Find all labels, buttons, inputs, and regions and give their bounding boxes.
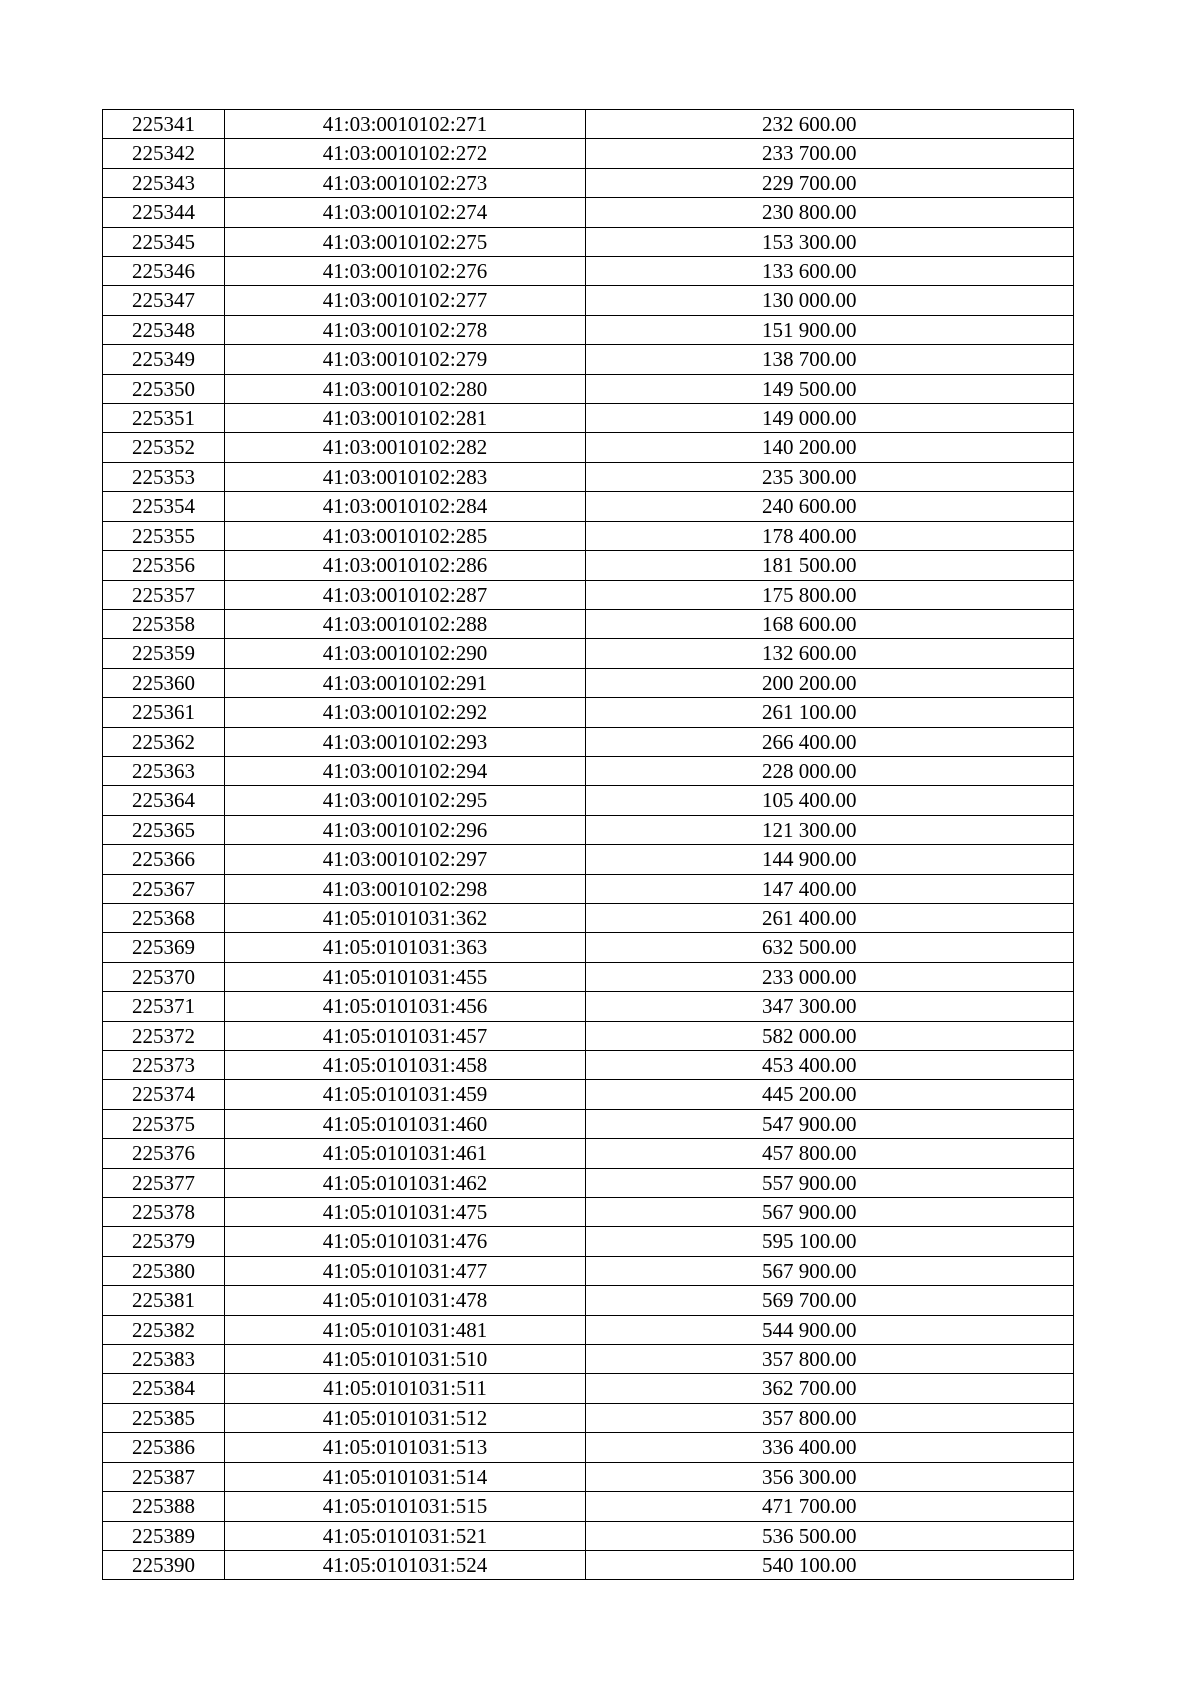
table-row <box>103 1109 1074 1138</box>
cadastral-value-cell: 547 900.00 <box>586 1109 1074 1138</box>
table-row <box>103 874 1074 903</box>
cadastral-value-cell: 540 100.00 <box>586 1550 1074 1579</box>
row-number-cell: 225366 <box>103 845 225 874</box>
cadastral-number-cell: 41:03:0010102:276 <box>225 257 586 286</box>
row-number-cell: 225373 <box>103 1051 225 1080</box>
cadastral-value-cell: 445 200.00 <box>586 1080 1074 1109</box>
cadastral-value-cell: 357 800.00 <box>586 1403 1074 1432</box>
cadastral-number-cell: 41:03:0010102:277 <box>225 286 586 315</box>
cadastral-number-cell: 41:05:0101031:362 <box>225 903 586 932</box>
table-row <box>103 286 1074 315</box>
cadastral-value-cell: 536 500.00 <box>586 1521 1074 1550</box>
table-row <box>103 727 1074 756</box>
cadastral-value-cell: 144 900.00 <box>586 845 1074 874</box>
table-row <box>103 1521 1074 1550</box>
row-number-cell: 225386 <box>103 1433 225 1462</box>
table-row <box>103 1286 1074 1315</box>
table-row <box>103 815 1074 844</box>
row-number-cell: 225363 <box>103 756 225 785</box>
cadastral-number-cell: 41:03:0010102:283 <box>225 462 586 491</box>
row-number-cell: 225345 <box>103 227 225 256</box>
cadastral-number-cell: 41:03:0010102:294 <box>225 756 586 785</box>
row-number-cell: 225342 <box>103 139 225 168</box>
table-row <box>103 110 1074 139</box>
row-number-cell: 225359 <box>103 639 225 668</box>
row-number-cell: 225362 <box>103 727 225 756</box>
cadastral-number-cell: 41:03:0010102:275 <box>225 227 586 256</box>
cadastral-value-cell: 233 000.00 <box>586 962 1074 991</box>
table-row <box>103 227 1074 256</box>
cadastral-value-cell: 240 600.00 <box>586 492 1074 521</box>
table-row <box>103 609 1074 638</box>
cadastral-number-cell: 41:05:0101031:512 <box>225 1403 586 1432</box>
cadastral-number-cell: 41:03:0010102:282 <box>225 433 586 462</box>
row-number-cell: 225383 <box>103 1345 225 1374</box>
cadastral-value-cell: 595 100.00 <box>586 1227 1074 1256</box>
cadastral-number-cell: 41:05:0101031:521 <box>225 1521 586 1550</box>
row-number-cell: 225390 <box>103 1550 225 1579</box>
cadastral-value-cell: 149 000.00 <box>586 404 1074 433</box>
cadastral-number-cell: 41:05:0101031:477 <box>225 1256 586 1285</box>
cadastral-number-cell: 41:03:0010102:271 <box>225 110 586 139</box>
row-number-cell: 225361 <box>103 698 225 727</box>
cadastral-value-cell: 261 100.00 <box>586 698 1074 727</box>
cadastral-number-cell: 41:05:0101031:460 <box>225 1109 586 1138</box>
row-number-cell: 225382 <box>103 1315 225 1344</box>
table-row <box>103 1021 1074 1050</box>
cadastral-number-cell: 41:03:0010102:278 <box>225 315 586 344</box>
cadastral-value-cell: 229 700.00 <box>586 168 1074 197</box>
row-number-cell: 225350 <box>103 374 225 403</box>
cadastral-number-cell: 41:05:0101031:476 <box>225 1227 586 1256</box>
cadastral-value-table <box>102 109 1074 1580</box>
cadastral-value-cell: 149 500.00 <box>586 374 1074 403</box>
cadastral-number-cell: 41:05:0101031:457 <box>225 1021 586 1050</box>
table-row <box>103 374 1074 403</box>
cadastral-value-cell: 151 900.00 <box>586 315 1074 344</box>
cadastral-number-cell: 41:03:0010102:298 <box>225 874 586 903</box>
row-number-cell: 225353 <box>103 462 225 491</box>
row-number-cell: 225357 <box>103 580 225 609</box>
table-row <box>103 1198 1074 1227</box>
table-row <box>103 315 1074 344</box>
table-row <box>103 992 1074 1021</box>
cadastral-number-cell: 41:03:0010102:274 <box>225 198 586 227</box>
cadastral-value-cell: 181 500.00 <box>586 551 1074 580</box>
cadastral-number-cell: 41:03:0010102:285 <box>225 521 586 550</box>
cadastral-value-cell: 147 400.00 <box>586 874 1074 903</box>
row-number-cell: 225378 <box>103 1198 225 1227</box>
cadastral-value-cell: 138 700.00 <box>586 345 1074 374</box>
cadastral-value-cell: 471 700.00 <box>586 1492 1074 1521</box>
table-row <box>103 1139 1074 1168</box>
cadastral-number-cell: 41:03:0010102:284 <box>225 492 586 521</box>
row-number-cell: 225381 <box>103 1286 225 1315</box>
cadastral-value-cell: 261 400.00 <box>586 903 1074 932</box>
cadastral-value-cell: 121 300.00 <box>586 815 1074 844</box>
cadastral-value-cell: 582 000.00 <box>586 1021 1074 1050</box>
cadastral-value-cell: 356 300.00 <box>586 1462 1074 1491</box>
row-number-cell: 225341 <box>103 110 225 139</box>
row-number-cell: 225354 <box>103 492 225 521</box>
row-number-cell: 225364 <box>103 786 225 815</box>
cadastral-number-cell: 41:03:0010102:272 <box>225 139 586 168</box>
cadastral-value-cell: 235 300.00 <box>586 462 1074 491</box>
cadastral-number-cell: 41:03:0010102:295 <box>225 786 586 815</box>
cadastral-value-cell: 130 000.00 <box>586 286 1074 315</box>
cadastral-value-cell: 362 700.00 <box>586 1374 1074 1403</box>
row-number-cell: 225349 <box>103 345 225 374</box>
table-row <box>103 1345 1074 1374</box>
table-row <box>103 1227 1074 1256</box>
table-row <box>103 1051 1074 1080</box>
cadastral-value-cell: 453 400.00 <box>586 1051 1074 1080</box>
table-row <box>103 433 1074 462</box>
cadastral-number-cell: 41:05:0101031:475 <box>225 1198 586 1227</box>
cadastral-number-cell: 41:05:0101031:513 <box>225 1433 586 1462</box>
cadastral-value-cell: 457 800.00 <box>586 1139 1074 1168</box>
cadastral-value-cell: 230 800.00 <box>586 198 1074 227</box>
cadastral-number-cell: 41:03:0010102:280 <box>225 374 586 403</box>
row-number-cell: 225346 <box>103 257 225 286</box>
row-number-cell: 225360 <box>103 668 225 697</box>
table-row <box>103 198 1074 227</box>
cadastral-value-cell: 168 600.00 <box>586 609 1074 638</box>
cadastral-value-cell: 105 400.00 <box>586 786 1074 815</box>
table-row <box>103 1256 1074 1285</box>
table-body <box>103 110 1074 1580</box>
cadastral-number-cell: 41:05:0101031:478 <box>225 1286 586 1315</box>
cadastral-number-cell: 41:05:0101031:459 <box>225 1080 586 1109</box>
table-row <box>103 845 1074 874</box>
table-row <box>103 404 1074 433</box>
table-row <box>103 257 1074 286</box>
cadastral-value-cell: 153 300.00 <box>586 227 1074 256</box>
cadastral-number-cell: 41:03:0010102:296 <box>225 815 586 844</box>
row-number-cell: 225365 <box>103 815 225 844</box>
row-number-cell: 225351 <box>103 404 225 433</box>
table-row <box>103 139 1074 168</box>
table-row <box>103 1315 1074 1344</box>
cadastral-value-cell: 132 600.00 <box>586 639 1074 668</box>
cadastral-number-cell: 41:03:0010102:297 <box>225 845 586 874</box>
cadastral-number-cell: 41:03:0010102:290 <box>225 639 586 668</box>
table-row <box>103 639 1074 668</box>
row-number-cell: 225370 <box>103 962 225 991</box>
cadastral-value-cell: 336 400.00 <box>586 1433 1074 1462</box>
cadastral-value-cell: 347 300.00 <box>586 992 1074 1021</box>
table-row <box>103 462 1074 491</box>
cadastral-number-cell: 41:05:0101031:458 <box>225 1051 586 1080</box>
table-row <box>103 756 1074 785</box>
cadastral-number-cell: 41:05:0101031:481 <box>225 1315 586 1344</box>
cadastral-number-cell: 41:03:0010102:293 <box>225 727 586 756</box>
cadastral-number-cell: 41:03:0010102:288 <box>225 609 586 638</box>
cadastral-value-cell: 632 500.00 <box>586 933 1074 962</box>
cadastral-number-cell: 41:03:0010102:291 <box>225 668 586 697</box>
table-row <box>103 1433 1074 1462</box>
cadastral-number-cell: 41:05:0101031:511 <box>225 1374 586 1403</box>
row-number-cell: 225376 <box>103 1139 225 1168</box>
cadastral-number-cell: 41:05:0101031:363 <box>225 933 586 962</box>
cadastral-value-cell: 200 200.00 <box>586 668 1074 697</box>
row-number-cell: 225369 <box>103 933 225 962</box>
cadastral-value-cell: 266 400.00 <box>586 727 1074 756</box>
table-row <box>103 698 1074 727</box>
row-number-cell: 225367 <box>103 874 225 903</box>
row-number-cell: 225387 <box>103 1462 225 1491</box>
cadastral-value-cell: 178 400.00 <box>586 521 1074 550</box>
row-number-cell: 225377 <box>103 1168 225 1197</box>
cadastral-value-cell: 569 700.00 <box>586 1286 1074 1315</box>
row-number-cell: 225344 <box>103 198 225 227</box>
table-row <box>103 903 1074 932</box>
table-row <box>103 668 1074 697</box>
cadastral-number-cell: 41:03:0010102:286 <box>225 551 586 580</box>
row-number-cell: 225352 <box>103 433 225 462</box>
cadastral-value-cell: 567 900.00 <box>586 1198 1074 1227</box>
cadastral-number-cell: 41:03:0010102:279 <box>225 345 586 374</box>
table-row <box>103 521 1074 550</box>
cadastral-number-cell: 41:03:0010102:292 <box>225 698 586 727</box>
row-number-cell: 225347 <box>103 286 225 315</box>
cadastral-number-cell: 41:05:0101031:514 <box>225 1462 586 1491</box>
cadastral-value-cell: 544 900.00 <box>586 1315 1074 1344</box>
cadastral-number-cell: 41:05:0101031:524 <box>225 1550 586 1579</box>
table-row <box>103 1550 1074 1579</box>
row-number-cell: 225374 <box>103 1080 225 1109</box>
table-row <box>103 1080 1074 1109</box>
cadastral-value-cell: 357 800.00 <box>586 1345 1074 1374</box>
cadastral-value-cell: 557 900.00 <box>586 1168 1074 1197</box>
cadastral-number-cell: 41:05:0101031:462 <box>225 1168 586 1197</box>
cadastral-number-cell: 41:05:0101031:456 <box>225 992 586 1021</box>
table-row <box>103 1492 1074 1521</box>
cadastral-number-cell: 41:05:0101031:461 <box>225 1139 586 1168</box>
row-number-cell: 225358 <box>103 609 225 638</box>
cadastral-number-cell: 41:03:0010102:273 <box>225 168 586 197</box>
table-row <box>103 1168 1074 1197</box>
table-row <box>103 786 1074 815</box>
cadastral-value-cell: 228 000.00 <box>586 756 1074 785</box>
cadastral-number-cell: 41:03:0010102:287 <box>225 580 586 609</box>
row-number-cell: 225372 <box>103 1021 225 1050</box>
cadastral-value-cell: 567 900.00 <box>586 1256 1074 1285</box>
cadastral-number-cell: 41:05:0101031:455 <box>225 962 586 991</box>
table-row <box>103 168 1074 197</box>
row-number-cell: 225385 <box>103 1403 225 1432</box>
cadastral-number-cell: 41:03:0010102:281 <box>225 404 586 433</box>
row-number-cell: 225380 <box>103 1256 225 1285</box>
table-row <box>103 933 1074 962</box>
row-number-cell: 225375 <box>103 1109 225 1138</box>
row-number-cell: 225368 <box>103 903 225 932</box>
table-row <box>103 962 1074 991</box>
row-number-cell: 225371 <box>103 992 225 1021</box>
row-number-cell: 225388 <box>103 1492 225 1521</box>
row-number-cell: 225379 <box>103 1227 225 1256</box>
table-row <box>103 1462 1074 1491</box>
table-row <box>103 492 1074 521</box>
table-row <box>103 551 1074 580</box>
row-number-cell: 225356 <box>103 551 225 580</box>
table-row <box>103 1403 1074 1432</box>
table-row <box>103 345 1074 374</box>
row-number-cell: 225389 <box>103 1521 225 1550</box>
table-row <box>103 1374 1074 1403</box>
table-row <box>103 580 1074 609</box>
cadastral-value-cell: 233 700.00 <box>586 139 1074 168</box>
cadastral-value-cell: 232 600.00 <box>586 110 1074 139</box>
cadastral-value-cell: 175 800.00 <box>586 580 1074 609</box>
row-number-cell: 225355 <box>103 521 225 550</box>
row-number-cell: 225384 <box>103 1374 225 1403</box>
row-number-cell: 225348 <box>103 315 225 344</box>
cadastral-value-cell: 140 200.00 <box>586 433 1074 462</box>
cadastral-value-cell: 133 600.00 <box>586 257 1074 286</box>
cadastral-number-cell: 41:05:0101031:510 <box>225 1345 586 1374</box>
cadastral-number-cell: 41:05:0101031:515 <box>225 1492 586 1521</box>
row-number-cell: 225343 <box>103 168 225 197</box>
